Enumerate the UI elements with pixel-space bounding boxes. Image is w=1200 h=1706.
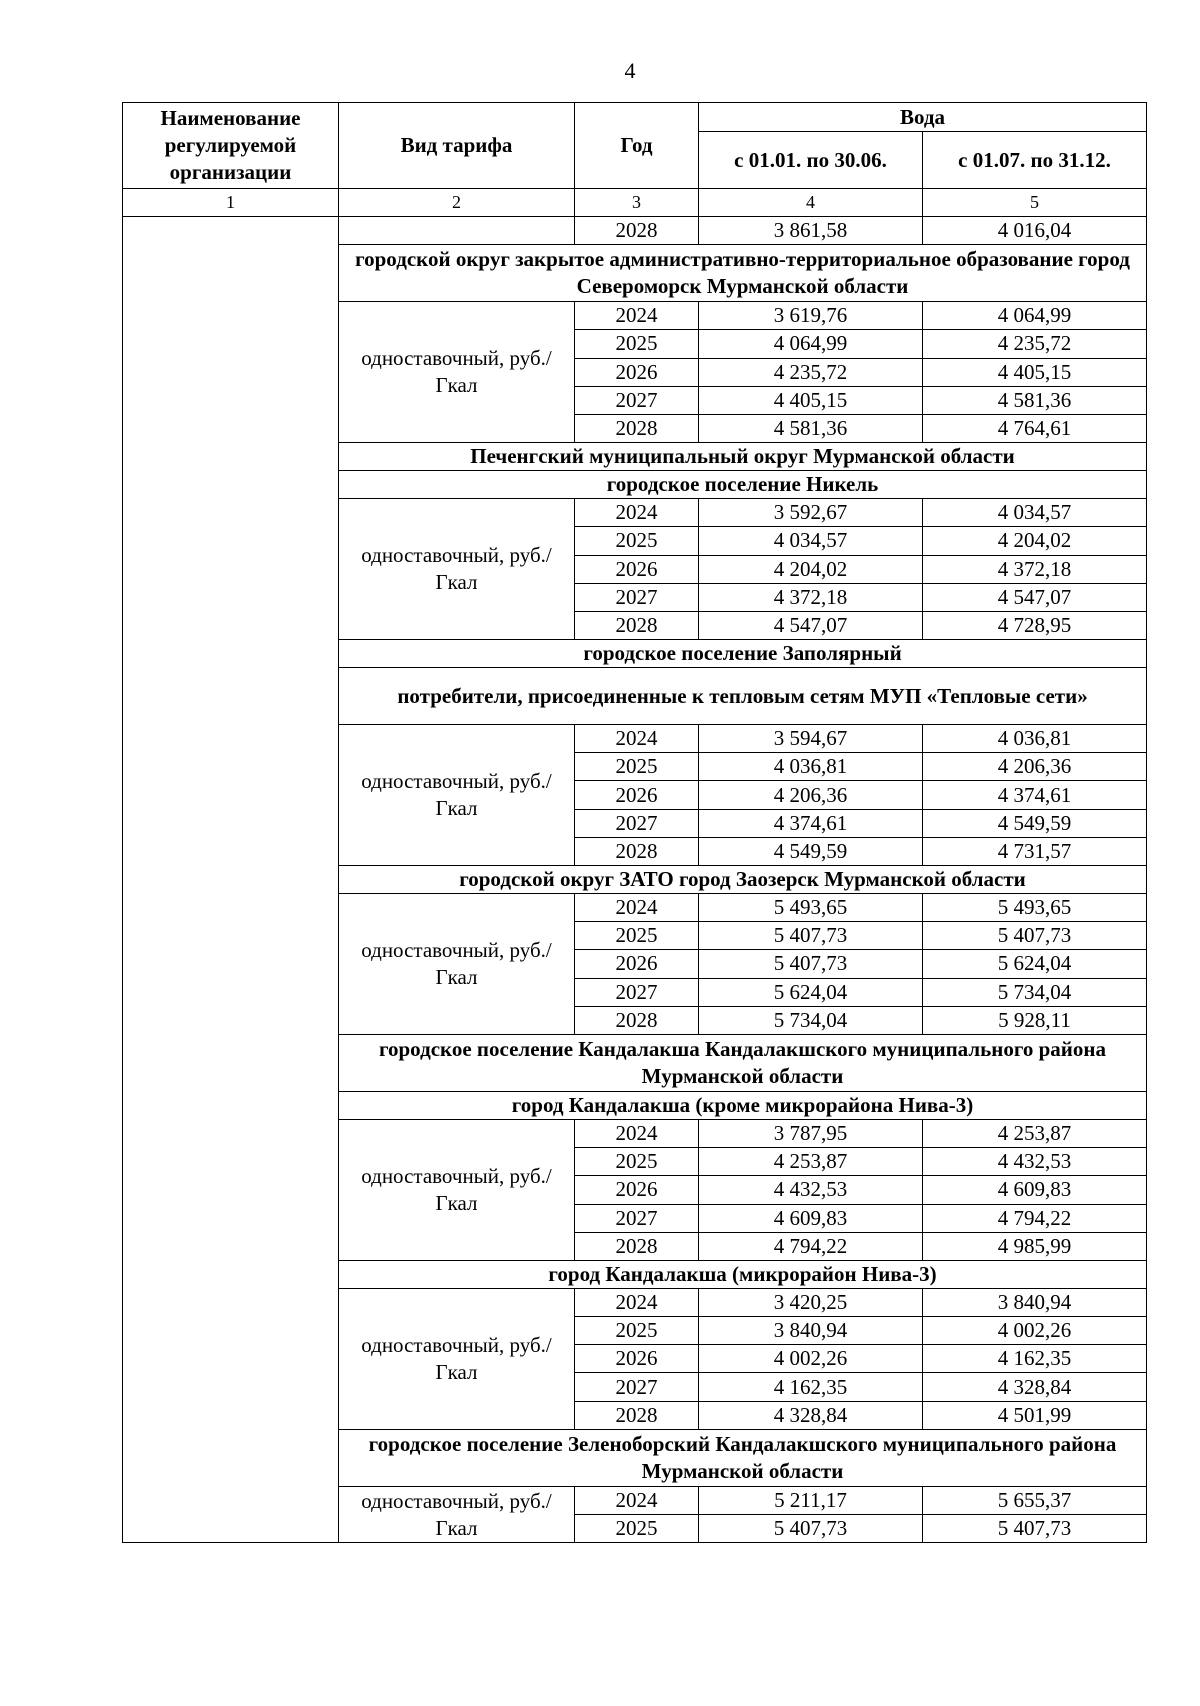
year-cell: 2024 bbox=[575, 725, 699, 753]
year-cell: 2024 bbox=[575, 1119, 699, 1147]
value-period-2: 4 253,87 bbox=[923, 1119, 1147, 1147]
table-header bbox=[123, 103, 1147, 217]
year-cell: 2028 bbox=[575, 611, 699, 639]
year-cell: 2028 bbox=[575, 837, 699, 865]
year-cell: 2024 bbox=[575, 894, 699, 922]
section-title: городской округ закрытое административно-территориальное образование город Североморск Мурманской области bbox=[339, 245, 1147, 302]
value-period-1: 3 594,67 bbox=[699, 725, 923, 753]
value-period-1: 4 002,26 bbox=[699, 1345, 923, 1373]
column-number: 1 bbox=[123, 189, 339, 217]
value-period-1: 3 840,94 bbox=[699, 1317, 923, 1345]
year-cell: 2025 bbox=[575, 1515, 699, 1543]
year-cell: 2028 bbox=[575, 217, 699, 245]
value-period-1: 4 204,02 bbox=[699, 555, 923, 583]
value-period-2: 5 407,73 bbox=[923, 922, 1147, 950]
value-period-2: 4 034,57 bbox=[923, 499, 1147, 527]
value-period-2: 4 581,36 bbox=[923, 386, 1147, 414]
value-period-1: 4 372,18 bbox=[699, 583, 923, 611]
value-period-1: 3 619,76 bbox=[699, 302, 923, 330]
year-cell: 2026 bbox=[575, 950, 699, 978]
value-period-1: 4 581,36 bbox=[699, 414, 923, 442]
column-number: 3 bbox=[575, 189, 699, 217]
value-period-2: 4 405,15 bbox=[923, 358, 1147, 386]
value-period-2: 4 549,59 bbox=[923, 809, 1147, 837]
year-cell: 2026 bbox=[575, 358, 699, 386]
value-period-1: 4 235,72 bbox=[699, 358, 923, 386]
value-period-1: 4 405,15 bbox=[699, 386, 923, 414]
value-period-1: 3 592,67 bbox=[699, 499, 923, 527]
year-cell: 2025 bbox=[575, 1317, 699, 1345]
header-period-1: с 01.01. по 30.06. bbox=[699, 132, 923, 189]
tariff-type-cell bbox=[339, 217, 575, 245]
section-title: город Кандалакша (микрорайон Нива-3) bbox=[339, 1260, 1147, 1288]
value-period-2: 4 372,18 bbox=[923, 555, 1147, 583]
value-period-1: 4 549,59 bbox=[699, 837, 923, 865]
value-period-1: 3 787,95 bbox=[699, 1119, 923, 1147]
year-cell: 2025 bbox=[575, 527, 699, 555]
value-period-1: 4 374,61 bbox=[699, 809, 923, 837]
year-cell: 2028 bbox=[575, 414, 699, 442]
year-cell: 2027 bbox=[575, 1373, 699, 1401]
year-cell: 2024 bbox=[575, 302, 699, 330]
value-period-2: 4 206,36 bbox=[923, 753, 1147, 781]
tariff-type-cell: одноставочный, руб./Гкал bbox=[339, 1288, 575, 1429]
value-period-2: 4 432,53 bbox=[923, 1148, 1147, 1176]
tariff-type-cell: одноставочный, руб./Гкал bbox=[339, 1119, 575, 1260]
value-period-2: 4 985,99 bbox=[923, 1232, 1147, 1260]
year-cell: 2027 bbox=[575, 978, 699, 1006]
value-period-2: 4 036,81 bbox=[923, 725, 1147, 753]
column-number: 5 bbox=[923, 189, 1147, 217]
tariff-type-cell: одноставочный, руб./Гкал bbox=[339, 1486, 575, 1542]
year-cell: 2025 bbox=[575, 330, 699, 358]
header-year: Год bbox=[575, 103, 699, 189]
tariff-type-cell: одноставочный, руб./Гкал bbox=[339, 302, 575, 443]
value-period-1: 4 034,57 bbox=[699, 527, 923, 555]
value-period-2: 4 794,22 bbox=[923, 1204, 1147, 1232]
year-cell: 2027 bbox=[575, 583, 699, 611]
header-water: Вода bbox=[699, 103, 1147, 132]
value-period-1: 4 547,07 bbox=[699, 611, 923, 639]
value-period-1: 3 420,25 bbox=[699, 1288, 923, 1316]
section-title: Печенгский муниципальный округ Мурманской области bbox=[339, 443, 1147, 471]
value-period-1: 4 036,81 bbox=[699, 753, 923, 781]
year-cell: 2027 bbox=[575, 386, 699, 414]
year-cell: 2024 bbox=[575, 499, 699, 527]
value-period-2: 4 501,99 bbox=[923, 1401, 1147, 1429]
column-number: 4 bbox=[699, 189, 923, 217]
year-cell: 2028 bbox=[575, 1232, 699, 1260]
tariff-type-cell: одноставочный, руб./Гкал bbox=[339, 894, 575, 1035]
tariff-type-cell: одноставочный, руб./Гкал bbox=[339, 725, 575, 866]
section-title: городское поселение Кандалакша Кандалакшского муниципального района Мурманской области bbox=[339, 1034, 1147, 1091]
year-cell: 2025 bbox=[575, 753, 699, 781]
section-title: городской округ ЗАТО город Заозерск Мурманской области bbox=[339, 866, 1147, 894]
value-period-1: 4 794,22 bbox=[699, 1232, 923, 1260]
value-period-2: 3 840,94 bbox=[923, 1288, 1147, 1316]
year-cell: 2027 bbox=[575, 1204, 699, 1232]
value-period-2: 4 064,99 bbox=[923, 302, 1147, 330]
value-period-2: 4 204,02 bbox=[923, 527, 1147, 555]
year-cell: 2026 bbox=[575, 555, 699, 583]
value-period-2: 4 731,57 bbox=[923, 837, 1147, 865]
value-period-2: 4 547,07 bbox=[923, 583, 1147, 611]
value-period-1: 3 861,58 bbox=[699, 217, 923, 245]
value-period-2: 4 235,72 bbox=[923, 330, 1147, 358]
value-period-2: 4 728,95 bbox=[923, 611, 1147, 639]
value-period-2: 5 928,11 bbox=[923, 1006, 1147, 1034]
value-period-2: 4 162,35 bbox=[923, 1345, 1147, 1373]
value-period-1: 5 624,04 bbox=[699, 978, 923, 1006]
value-period-2: 4 328,84 bbox=[923, 1373, 1147, 1401]
value-period-1: 4 432,53 bbox=[699, 1176, 923, 1204]
value-period-2: 5 734,04 bbox=[923, 978, 1147, 1006]
header-period-2: с 01.07. по 31.12. bbox=[923, 132, 1147, 189]
value-period-1: 4 609,83 bbox=[699, 1204, 923, 1232]
value-period-1: 4 064,99 bbox=[699, 330, 923, 358]
value-period-1: 4 253,87 bbox=[699, 1148, 923, 1176]
year-cell: 2026 bbox=[575, 1176, 699, 1204]
year-cell: 2026 bbox=[575, 1345, 699, 1373]
tariff-table bbox=[122, 102, 1147, 1543]
year-cell: 2026 bbox=[575, 781, 699, 809]
section-subtitle: город Кандалакша (кроме микрорайона Нива-3) bbox=[339, 1091, 1147, 1119]
value-period-1: 5 734,04 bbox=[699, 1006, 923, 1034]
year-cell: 2028 bbox=[575, 1401, 699, 1429]
value-period-1: 5 407,73 bbox=[699, 950, 923, 978]
value-period-2: 5 655,37 bbox=[923, 1486, 1147, 1514]
column-number: 2 bbox=[339, 189, 575, 217]
section-title: городское поселение Заполярный bbox=[339, 640, 1147, 668]
value-period-2: 5 493,65 bbox=[923, 894, 1147, 922]
header-org: Наименование регулируемой организации bbox=[123, 103, 339, 189]
year-cell: 2024 bbox=[575, 1486, 699, 1514]
year-cell: 2027 bbox=[575, 809, 699, 837]
value-period-1: 5 407,73 bbox=[699, 922, 923, 950]
page-number: 4 bbox=[624, 58, 636, 83]
value-period-1: 5 211,17 bbox=[699, 1486, 923, 1514]
value-period-2: 4 374,61 bbox=[923, 781, 1147, 809]
value-period-1: 4 206,36 bbox=[699, 781, 923, 809]
value-period-2: 5 407,73 bbox=[923, 1515, 1147, 1543]
section-subtitle: потребители, присоединенные к тепловым сетям МУП «Тепловые сети» bbox=[339, 668, 1147, 725]
year-cell: 2025 bbox=[575, 922, 699, 950]
header-tariff-type: Вид тарифа bbox=[339, 103, 575, 189]
value-period-2: 4 609,83 bbox=[923, 1176, 1147, 1204]
value-period-2: 4 016,04 bbox=[923, 217, 1147, 245]
org-name-cell bbox=[123, 217, 339, 1543]
section-subtitle: городское поселение Никель bbox=[339, 471, 1147, 499]
value-period-2: 4 002,26 bbox=[923, 1317, 1147, 1345]
value-period-1: 4 328,84 bbox=[699, 1401, 923, 1429]
year-cell: 2024 bbox=[575, 1288, 699, 1316]
value-period-1: 4 162,35 bbox=[699, 1373, 923, 1401]
value-period-2: 4 764,61 bbox=[923, 414, 1147, 442]
value-period-1: 5 407,73 bbox=[699, 1515, 923, 1543]
year-cell: 2025 bbox=[575, 1148, 699, 1176]
year-cell: 2028 bbox=[575, 1006, 699, 1034]
value-period-1: 5 493,65 bbox=[699, 894, 923, 922]
value-period-2: 5 624,04 bbox=[923, 950, 1147, 978]
tariff-type-cell: одноставочный, руб./Гкал bbox=[339, 499, 575, 640]
section-title: городское поселение Зеленоборский Кандалакшского муниципального района Мурманской области bbox=[339, 1429, 1147, 1486]
